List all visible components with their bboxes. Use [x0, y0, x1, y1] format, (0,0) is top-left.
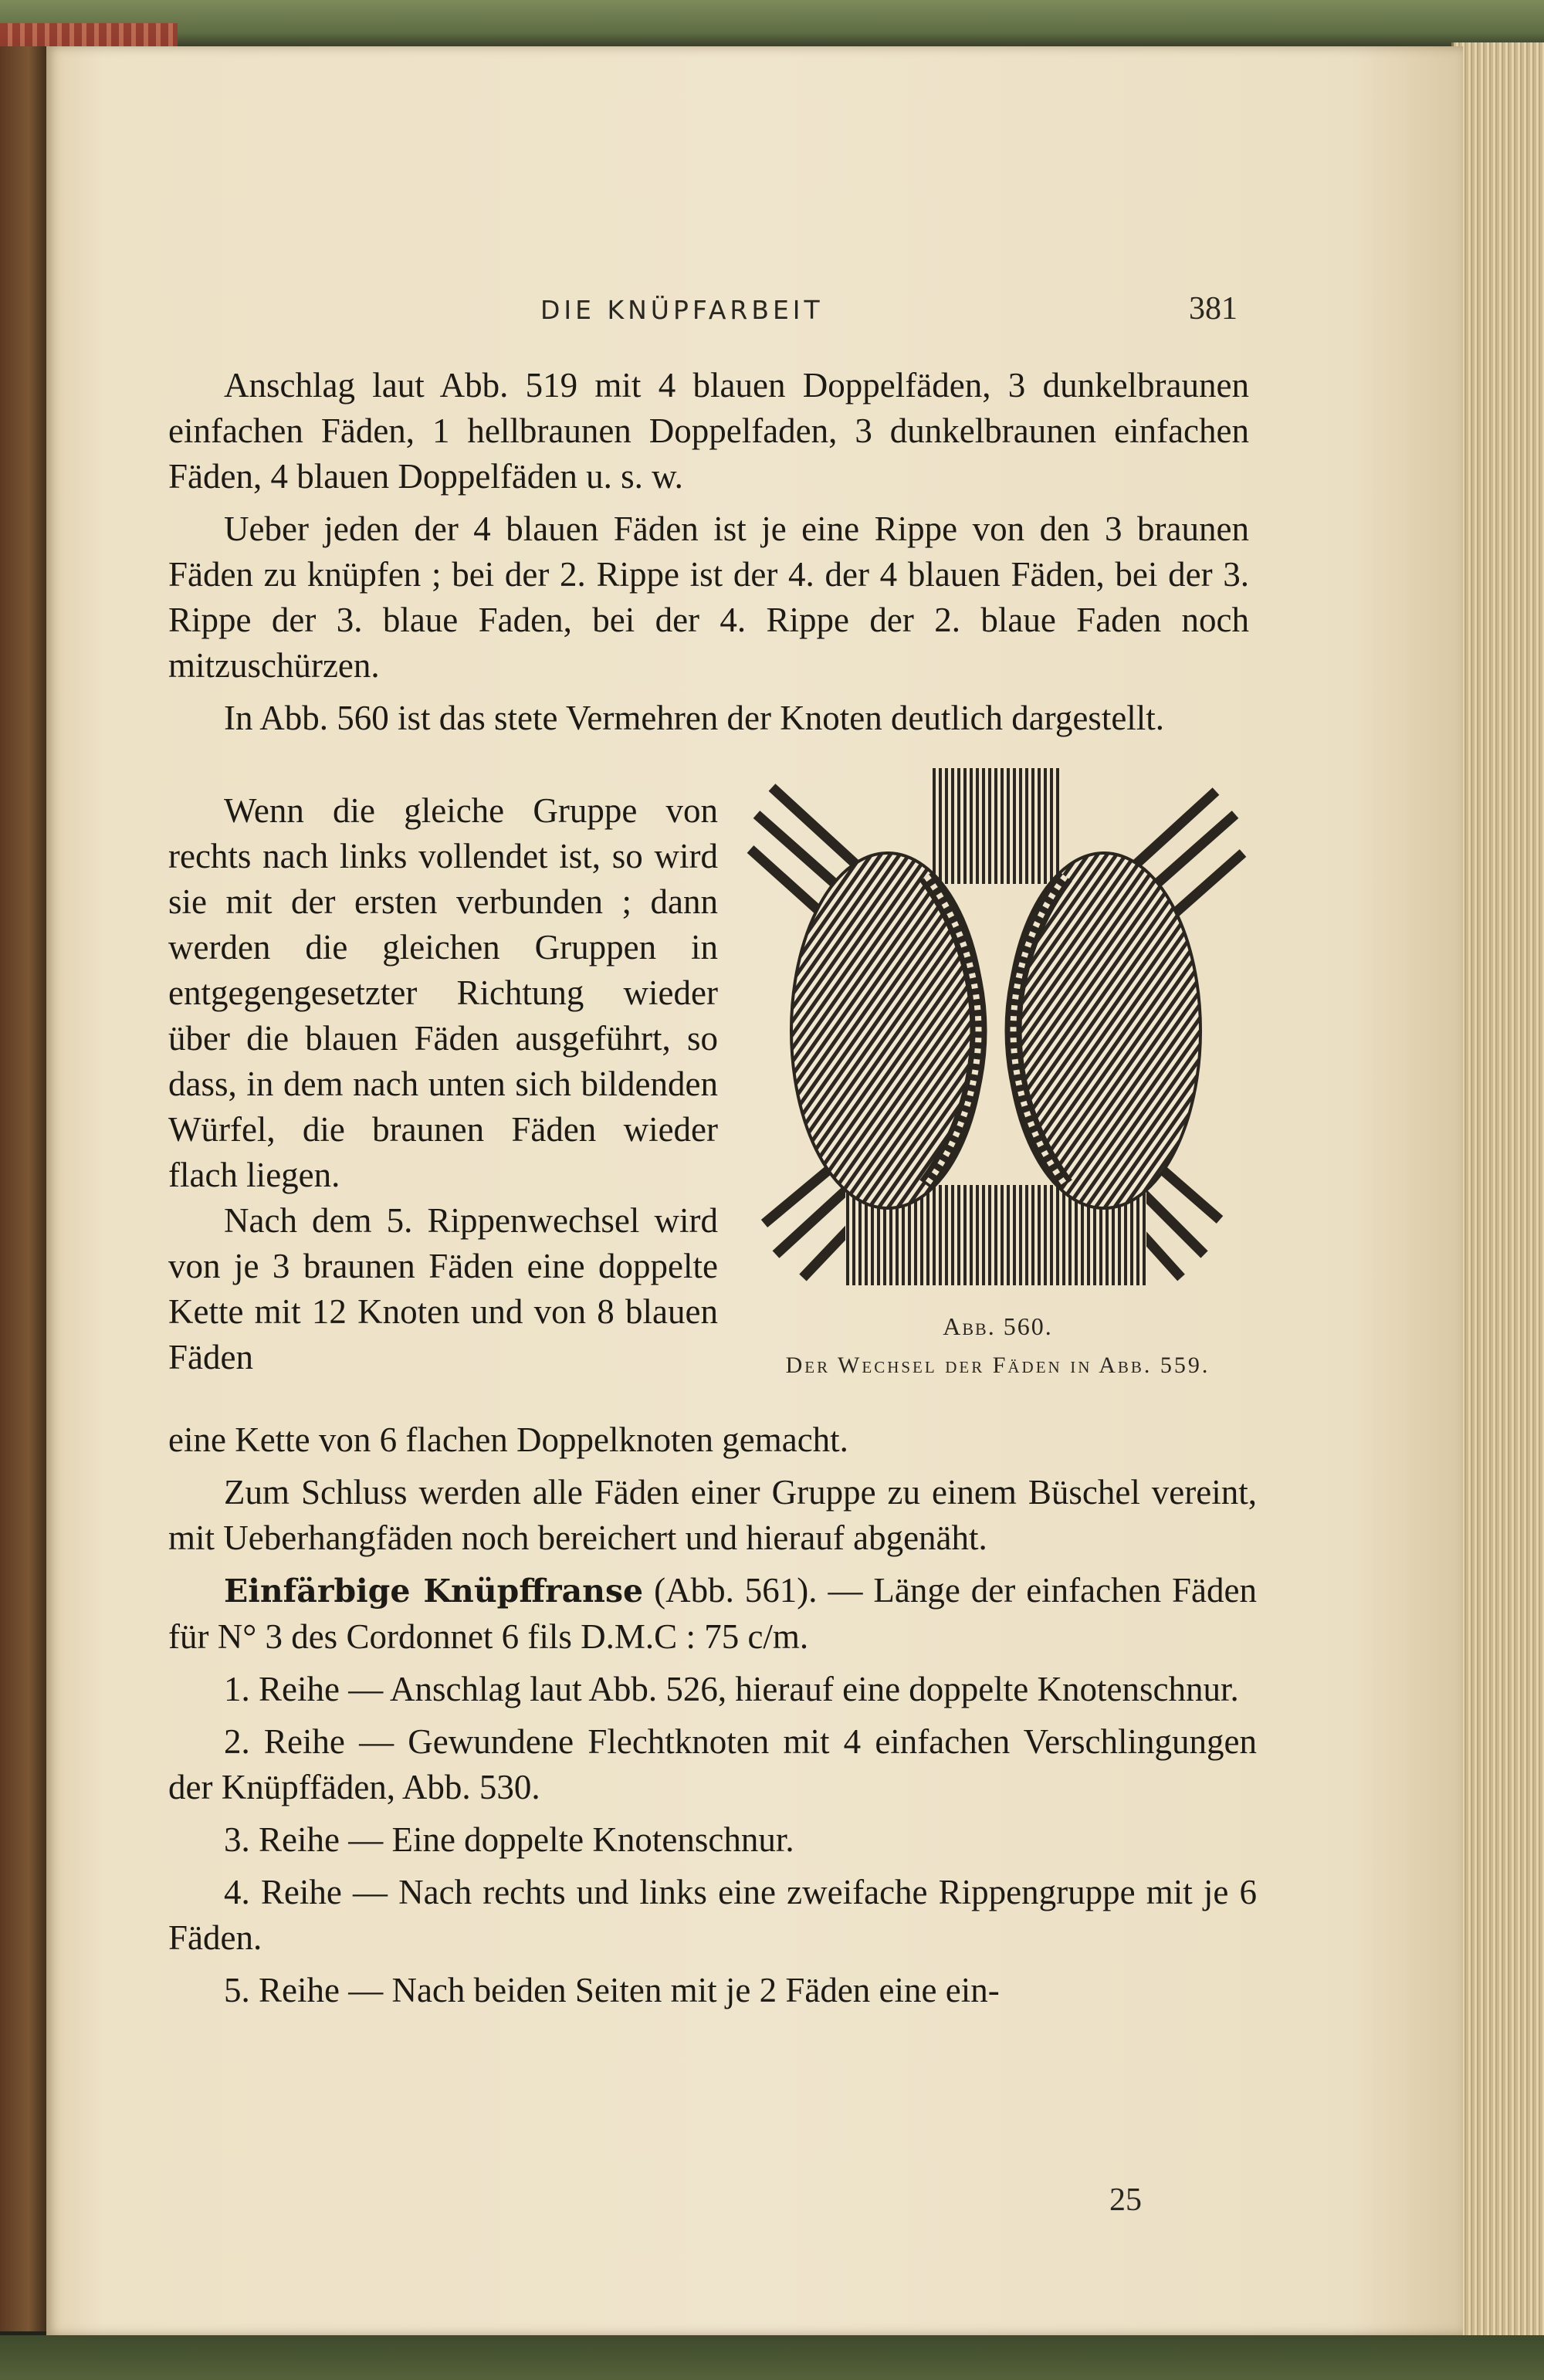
book-cover-top-edge	[0, 0, 1544, 46]
paragraph-8: 1. Reihe — Anschlag laut Abb. 526, hierauf eine doppelte Knotenschnur.	[224, 1670, 1239, 1708]
section-heading: Einfärbige Knüpffranse	[224, 1573, 644, 1610]
paragraph-3: In Abb. 560 ist das stete Vermehren der Knoten deutlich dargestellt.	[224, 699, 1165, 737]
paragraph-7	[168, 1568, 1257, 1660]
text-block-column	[168, 788, 718, 1380]
macrame-illustration	[741, 768, 1251, 1301]
text-block-top	[168, 363, 1249, 741]
paragraph-10: 3. Reihe — Eine doppelte Knotenschnur.	[224, 1820, 794, 1859]
signature-mark: 25	[1109, 2182, 1142, 2218]
paragraph-7-text: (Abb. 561). — Länge der einfachen Fäden für N° 3 des Cordonnet 6 fils D.M.C : 75 c/m.	[168, 1571, 1257, 1656]
figure-caption: Der Wechsel der Fäden in Abb. 559.	[785, 1353, 1210, 1378]
paragraph-5: Nach dem 5. Rippenwechsel wird von je 3 braunen Fäden eine doppelte Kette mit 12 Knoten und von 8 blauen Fäden	[168, 1201, 718, 1376]
running-title: DIE KNÜPFARBEIT	[540, 295, 824, 325]
paragraph-4: Wenn die gleiche Gruppe von rechts nach links vollendet ist, so wird sie mit der ersten verbunden ; dann werden die gleichen Gruppen in entgegengesetzter Richtung wieder über die blauen Fäden ausgeführt, so dass, in dem nach unten sich bildenden Würfel, die braunen Fäden wieder flach liegen.	[168, 791, 718, 1194]
page-fore-edge	[1451, 42, 1544, 2339]
vertical-threads-top	[930, 768, 1062, 884]
paragraph-5-tail: eine Kette von 6 flachen Doppelknoten gemacht.	[168, 1420, 848, 1459]
book-gutter	[0, 46, 48, 2331]
paragraph-1: Anschlag laut Abb. 519 mit 4 blauen Doppelfäden, 3 dunkelbraunen einfachen Fäden, 1 hellbraunen Doppelfaden, 3 dunkelbraunen einfachen Fäden, 4 blauen Doppelfäden u. s. w.	[168, 366, 1249, 496]
page-number: 381	[1189, 291, 1238, 327]
figure-number: Abb. 560.	[943, 1312, 1053, 1340]
book-cover-bottom-edge	[0, 2335, 1544, 2380]
text-block-bottom	[168, 1417, 1257, 2013]
paragraph-2: Ueber jeden der 4 blauen Fäden ist je eine Rippe von den 3 braunen Fäden zu knüpfen ; bei der 2. Rippe ist der 4. der 4 blauen Fäden, bei der 3. Rippe der 3. blaue Faden, bei der 4. Rippe der 2. blaue Faden noch mitzuschürzen.	[168, 510, 1249, 685]
paragraph-11: 4. Reihe — Nach rechts und links eine zweifache Rippengruppe mit je 6 Fäden.	[168, 1873, 1257, 1957]
paragraph-12: 5. Reihe — Nach beiden Seiten mit je 2 Fäden eine ein-	[224, 1971, 1000, 2009]
paragraph-9: 2. Reihe — Gewundene Flechtknoten mit 4 einfachen Verschlingungen der Knüpffäden, Abb. 530.	[168, 1722, 1257, 1806]
paragraph-6: Zum Schluss werden alle Fäden einer Gruppe zu einem Büschel vereint, mit Ueberhangfäden noch bereichert und hierauf abgenäht.	[168, 1473, 1257, 1557]
